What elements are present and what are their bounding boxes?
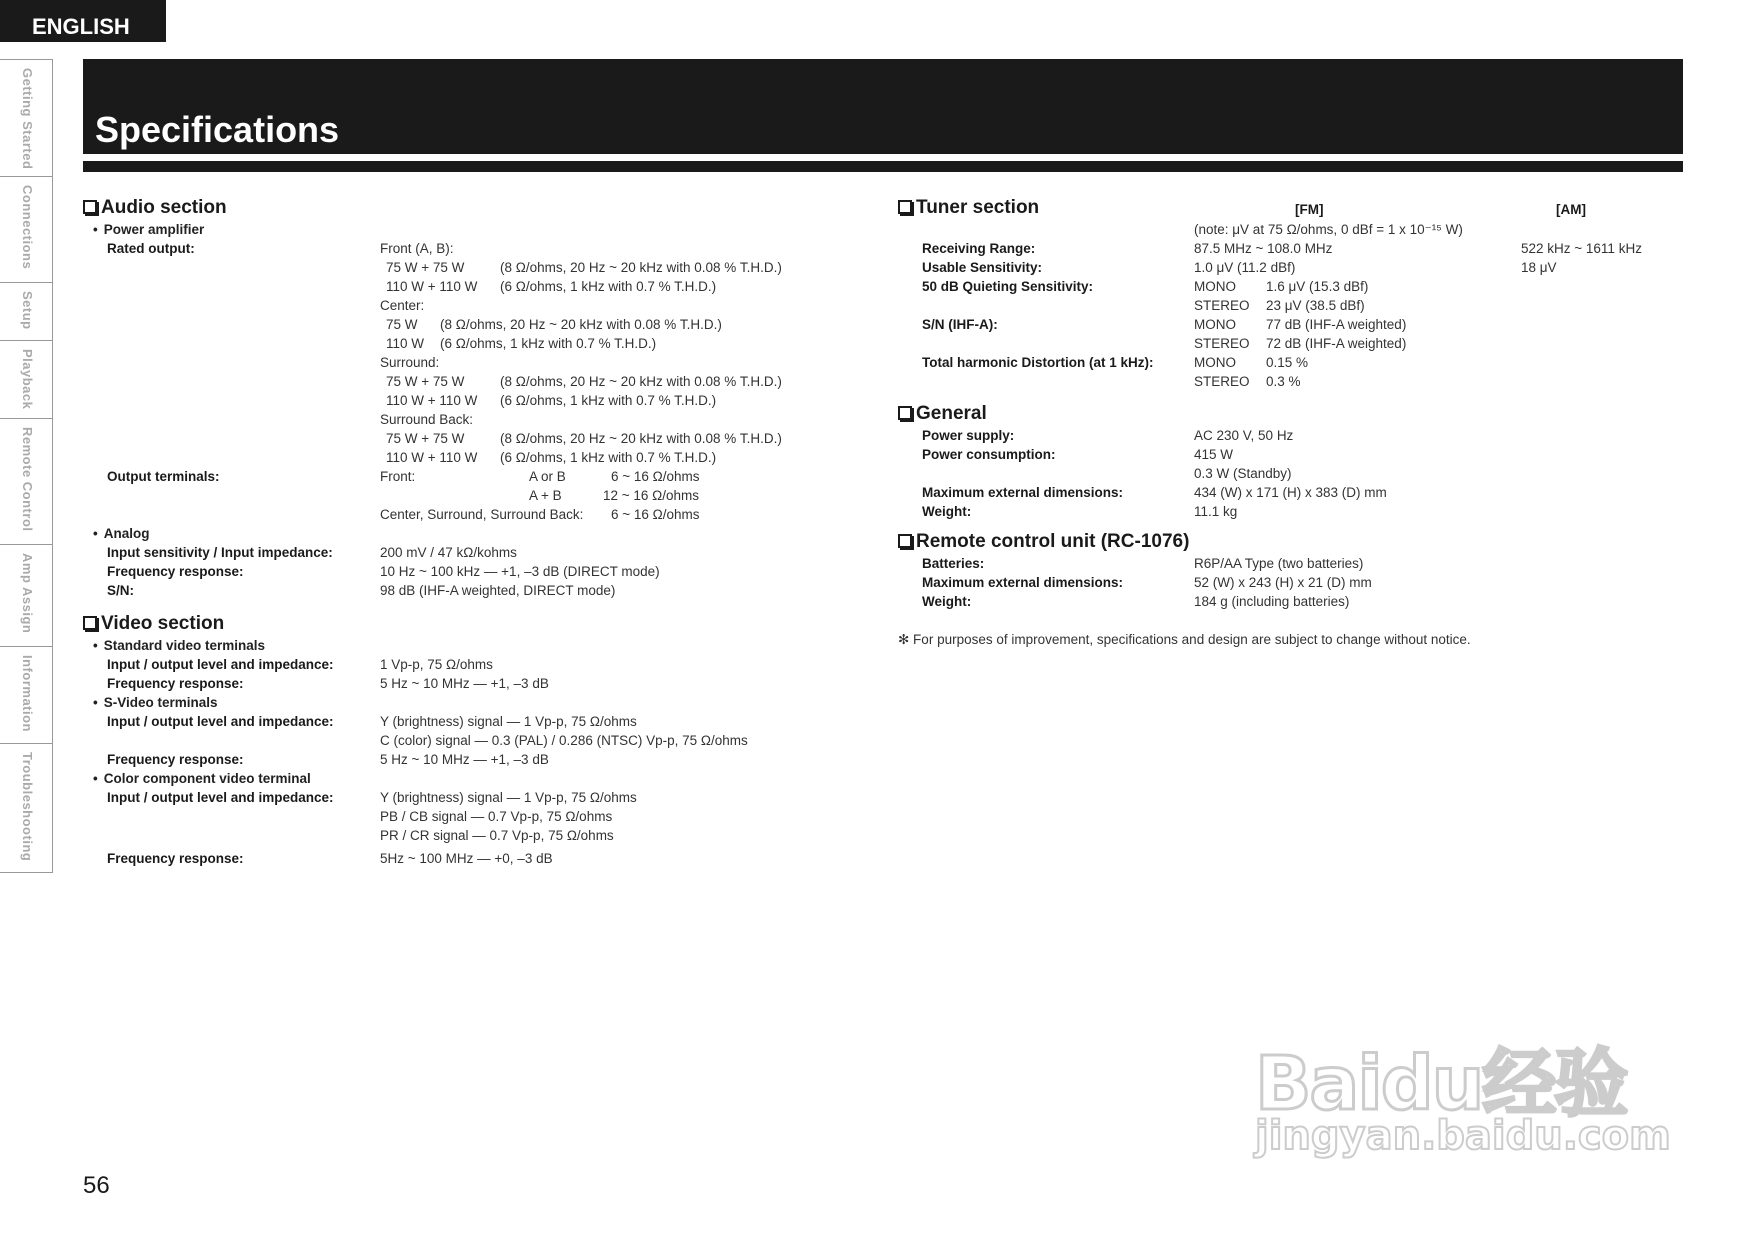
spec-value: 110 W (386, 336, 425, 351)
bullet-s-video: • S-Video terminals (83, 695, 218, 710)
spec-value: 5Hz ~ 100 MHz — +0, –3 dB (380, 851, 553, 866)
spec-value: 184 g (including batteries) (1194, 594, 1350, 609)
output-terminals-label: Output terminals: (107, 469, 220, 484)
side-nav-label: Connections (20, 185, 35, 270)
spec-value: 75 W + 75 W (386, 431, 465, 446)
checkbox-icon (83, 200, 97, 214)
bullet-standard-video: • Standard video terminals (83, 638, 265, 653)
spec-value: A + B (529, 488, 562, 503)
spec-value: Y (brightness) signal — 1 Vp-p, 75 Ω/ohms (380, 714, 637, 729)
fm-column-header: [FM] (1295, 202, 1324, 217)
page-title: Specifications (95, 109, 340, 150)
power-consumption-label: Power consumption: (922, 447, 1056, 462)
frequency-response-label: Frequency response: (107, 564, 244, 579)
side-nav-connections[interactable] (0, 177, 53, 283)
spec-value: 10 Hz ~ 100 kHz — +1, –3 dB (DIRECT mode) (380, 564, 660, 579)
spec-value: 1 Vp-p, 75 Ω/ohms (380, 657, 493, 672)
spec-value: R6P/AA Type (two batteries) (1194, 556, 1364, 571)
tuner-section-title: Tuner section (898, 196, 1039, 220)
spec-value: (6 Ω/ohms, 1 kHz with 0.7 % T.H.D.) (500, 279, 717, 294)
video-section-title: Video section (83, 612, 843, 636)
spec-value: MONO (1194, 355, 1236, 370)
checkbox-icon (898, 200, 912, 214)
thd-label: Total harmonic Distortion (at 1 kHz): (922, 355, 1154, 370)
spec-value: 434 (W) x 171 (H) x 383 (D) mm (1194, 485, 1387, 500)
spec-value: (6 Ω/ohms, 1 kHz with 0.7 % T.H.D.) (500, 450, 717, 465)
spec-value: STEREO (1194, 374, 1250, 389)
side-nav-label: Setup (20, 291, 35, 330)
io-level-label: Input / output level and impedance: (107, 657, 334, 672)
bullet-analog: • Analog (83, 526, 149, 541)
spec-value: 6 ~ 16 Ω/ohms (611, 469, 700, 484)
side-nav-remote-control[interactable] (0, 419, 53, 545)
spec-value: A or B (529, 469, 566, 484)
dimensions-label: Maximum external dimensions: (922, 575, 1124, 590)
usable-sensitivity-label: Usable Sensitivity: (922, 260, 1043, 275)
spec-value: 522 kHz ~ 1611 kHz (1521, 241, 1642, 256)
spec-value: (6 Ω/ohms, 1 kHz with 0.7 % T.H.D.) (440, 336, 657, 351)
receiving-range-label: Receiving Range: (922, 241, 1036, 256)
dimensions-label: Maximum external dimensions: (922, 485, 1124, 500)
watermark-url: jingyan.baidu.com (1255, 1113, 1671, 1159)
spec-value: 12 ~ 16 Ω/ohms (603, 488, 700, 503)
spec-value: 75 W + 75 W (386, 374, 465, 389)
rated-output-label: Rated output: (107, 241, 195, 256)
spec-value: 110 W + 110 W (386, 393, 478, 408)
right-column (898, 196, 1678, 648)
side-nav-label: Remote Control (20, 427, 35, 532)
side-nav-setup[interactable] (0, 283, 53, 341)
spec-value: (8 Ω/ohms, 20 Hz ~ 20 kHz with 0.08 % T.H.D.) (500, 431, 782, 446)
spec-value: 110 W + 110 W (386, 279, 478, 294)
side-nav-getting-started[interactable] (0, 60, 53, 177)
spec-value: 11.1 kg (1194, 504, 1238, 519)
checkbox-icon (83, 616, 97, 630)
checkbox-icon (898, 406, 912, 420)
spec-value: STEREO (1194, 298, 1250, 313)
spec-value: C (color) signal — 0.3 (PAL) / 0.286 (NTSC) Vp-p, 75 Ω/ohms (380, 733, 748, 748)
bullet-color-component: • Color component video terminal (83, 771, 311, 786)
spec-value: AC 230 V, 50 Hz (1194, 428, 1294, 443)
am-column-header: [AM] (1556, 202, 1586, 217)
spec-value: MONO (1194, 279, 1236, 294)
side-nav-playback[interactable] (0, 341, 53, 419)
spec-value: Center: (380, 298, 425, 313)
spec-value: 1.6 μV (15.3 dBf) (1266, 279, 1369, 294)
weight-label: Weight: (922, 504, 972, 519)
spec-value: Center, Surround, Surround Back: (380, 507, 584, 522)
spec-value: Surround Back: (380, 412, 474, 427)
spec-value: 0.15 % (1266, 355, 1309, 370)
spec-value: 75 W (386, 317, 418, 332)
spec-value: PR / CR signal — 0.7 Vp-p, 75 Ω/ohms (380, 828, 614, 843)
watermark (1255, 985, 1671, 1175)
quieting-sensitivity-label: 50 dB Quieting Sensitivity: (922, 279, 1094, 294)
checkbox-icon (898, 534, 912, 548)
spec-value: 5 Hz ~ 10 MHz — +1, –3 dB (380, 676, 549, 691)
language-tab[interactable]: ENGLISH (0, 0, 166, 42)
spec-value: Front (A, B): (380, 241, 454, 256)
page-header (83, 59, 1683, 154)
spec-value: 23 μV (38.5 dBf) (1266, 298, 1365, 313)
remote-section-title: Remote control unit (RC-1076) (898, 530, 1678, 554)
side-nav (0, 59, 53, 873)
weight-label: Weight: (922, 594, 972, 609)
watermark-logo: Baidu经验 (1255, 1041, 1627, 1127)
spec-value: 415 W (1194, 447, 1234, 462)
spec-value: 72 dB (IHF-A weighted) (1266, 336, 1407, 351)
side-nav-label: Troubleshooting (20, 752, 35, 862)
sn-label: S/N: (107, 583, 134, 598)
spec-value: 1.0 μV (11.2 dBf) (1194, 260, 1296, 275)
side-nav-label: Information (20, 655, 35, 732)
spec-value: 6 ~ 16 Ω/ohms (611, 507, 700, 522)
spec-value: (6 Ω/ohms, 1 kHz with 0.7 % T.H.D.) (500, 393, 717, 408)
spec-value: (8 Ω/ohms, 20 Hz ~ 20 kHz with 0.08 % T.H.D.) (500, 260, 782, 275)
spec-value: 98 dB (IHF-A weighted, DIRECT mode) (380, 583, 616, 598)
io-level-label: Input / output level and impedance: (107, 790, 334, 805)
spec-value: Surround: (380, 355, 440, 370)
spec-value: (8 Ω/ohms, 20 Hz ~ 20 kHz with 0.08 % T.H.D.) (440, 317, 722, 332)
spec-value: 52 (W) x 243 (H) x 21 (D) mm (1194, 575, 1372, 590)
frequency-response-label: Frequency response: (107, 851, 244, 866)
spec-value: 200 mV / 47 kΩ/kohms (380, 545, 517, 560)
side-nav-label: Amp Assign (20, 553, 35, 634)
spec-value: 0.3 W (Standby) (1194, 466, 1292, 481)
general-section-title: General (898, 402, 1678, 426)
side-nav-amp-assign[interactable] (0, 545, 53, 647)
spec-value: Y (brightness) signal — 1 Vp-p, 75 Ω/ohms (380, 790, 637, 805)
spec-value: MONO (1194, 317, 1236, 332)
spec-value: 0.3 % (1266, 374, 1301, 389)
power-supply-label: Power supply: (922, 428, 1015, 443)
left-column (83, 196, 843, 868)
side-nav-label: Getting Started (20, 68, 35, 170)
tuner-sn-label: S/N (IHF-A): (922, 317, 998, 332)
input-sensitivity-label: Input sensitivity / Input impedance: (107, 545, 333, 560)
spec-value: STEREO (1194, 336, 1250, 351)
io-level-label: Input / output level and impedance: (107, 714, 334, 729)
page-number: 56 (83, 1172, 110, 1199)
footnote: ✻ For purposes of improvement, specifications and design are subject to change without notice. (898, 632, 1471, 647)
spec-value: Front: (380, 469, 416, 484)
bullet-power-amplifier: • Power amplifier (83, 222, 204, 237)
spec-value: (8 Ω/ohms, 20 Hz ~ 20 kHz with 0.08 % T.H.D.) (500, 374, 782, 389)
spec-value: 18 μV (1521, 260, 1557, 275)
side-nav-troubleshooting[interactable] (0, 744, 53, 873)
batteries-label: Batteries: (922, 556, 985, 571)
frequency-response-label: Frequency response: (107, 752, 244, 767)
side-nav-information[interactable] (0, 647, 53, 744)
spec-value: 87.5 MHz ~ 108.0 MHz (1194, 241, 1333, 256)
spec-value: 77 dB (IHF-A weighted) (1266, 317, 1407, 332)
header-rule (83, 161, 1683, 172)
spec-value: 75 W + 75 W (386, 260, 465, 275)
side-nav-label: Playback (20, 349, 35, 410)
frequency-response-label: Frequency response: (107, 676, 244, 691)
spec-value: 110 W + 110 W (386, 450, 478, 465)
audio-section-title: Audio section (83, 196, 843, 220)
spec-value: 5 Hz ~ 10 MHz — +1, –3 dB (380, 752, 549, 767)
spec-value: PB / CB signal — 0.7 Vp-p, 75 Ω/ohms (380, 809, 613, 824)
tuner-note: (note: μV at 75 Ω/ohms, 0 dBf = 1 x 10⁻¹⁵ W) (1194, 222, 1463, 237)
